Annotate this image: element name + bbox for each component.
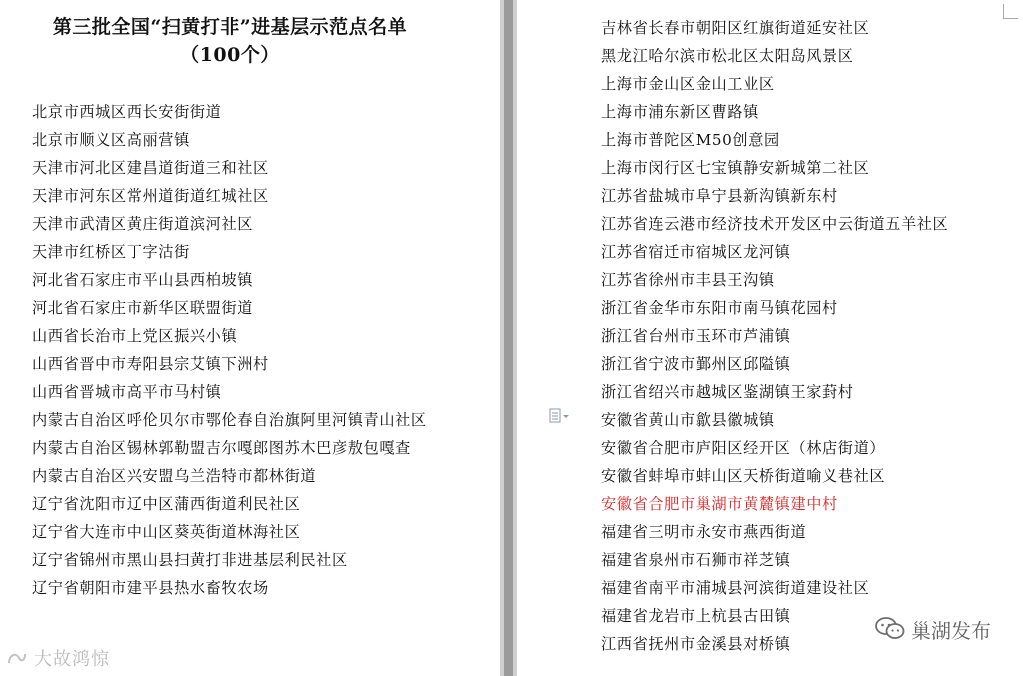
list-item: 浙江省台州市玉环市芦浦镇 xyxy=(601,327,791,345)
list-item: 浙江省宁波市鄞州区邱隘镇 xyxy=(601,355,791,373)
list-item: 内蒙古自治区呼伦贝尔市鄂伦春自治旗阿里河镇青山社区 xyxy=(32,411,427,429)
watermark-logo-icon xyxy=(6,649,28,667)
list-item: 辽宁省锦州市黑山县扫黄打非进基层利民社区 xyxy=(32,551,348,569)
list-item: 天津市红桥区丁字沽街 xyxy=(32,243,190,261)
list-item: 辽宁省大连市中山区葵英街道林海社区 xyxy=(32,523,301,541)
list-item: 江苏省宿迁市宿城区龙河镇 xyxy=(601,243,791,261)
list-item: 山西省长治市上党区振兴小镇 xyxy=(32,327,238,345)
list-item: 上海市浦东新区曹路镇 xyxy=(601,103,759,121)
list-item: 江苏省连云港市经济技术开发区中云街道五羊社区 xyxy=(601,215,949,233)
list-item: 内蒙古自治区锡林郭勒盟吉尔嘎郎图苏木巴彦敖包嘎查 xyxy=(32,439,411,457)
left-list xyxy=(32,98,432,602)
list-item: 北京市顺义区高丽营镇 xyxy=(32,131,190,149)
list-item: 山西省晋城市高平市马村镇 xyxy=(32,383,222,401)
list-item: 内蒙古自治区兴安盟乌兰浩特市都林街道 xyxy=(32,467,317,485)
list-item: 河北省石家庄市平山县西柏坡镇 xyxy=(32,271,254,289)
list-item: 天津市武清区黄庄街道滨河社区 xyxy=(32,215,254,233)
watermark-left xyxy=(6,645,110,671)
list-item: 安徽省合肥市庐阳区经开区（林店街道） xyxy=(601,439,886,457)
title-line-2: （100个） xyxy=(180,44,280,66)
list-item: 浙江省绍兴市越城区鉴湖镇王家葑村 xyxy=(601,383,854,401)
list-item: 吉林省长春市朝阳区红旗街道延安社区 xyxy=(601,19,870,37)
list-item: 福建省南平市浦城县河滨街道建设社区 xyxy=(601,579,870,597)
document-icon[interactable] xyxy=(549,408,571,424)
list-item: 北京市西城区西长安街街道 xyxy=(32,103,222,121)
wechat-icon xyxy=(875,616,905,642)
list-item: 江西省抚州市金溪县对桥镇 xyxy=(601,635,791,653)
document-title xyxy=(20,13,440,69)
document-icon-svg xyxy=(549,408,571,424)
list-item: 上海市普陀区M50创意园 xyxy=(601,131,780,149)
list-item: 江苏省盐城市阜宁县新沟镇新东村 xyxy=(601,187,838,205)
list-item: 天津市河北区建昌道街道三和社区 xyxy=(32,159,269,177)
right-page xyxy=(517,0,1023,676)
watermark-right-text: 巢湖发布 xyxy=(911,618,991,643)
list-item: 山西省晋中市寿阳县宗艾镇下洲村 xyxy=(32,355,269,373)
list-item: 辽宁省朝阳市建平县热水畜牧农场 xyxy=(32,579,269,597)
watermark-left-text: 大故鸿惊 xyxy=(34,649,110,670)
list-item: 福建省泉州市石狮市祥芝镇 xyxy=(601,551,791,569)
list-item: 黑龙江哈尔滨市松北区太阳岛风景区 xyxy=(601,47,854,65)
page-gutter xyxy=(500,0,517,676)
list-item: 安徽省黄山市歙县徽城镇 xyxy=(601,411,775,429)
list-item: 江苏省徐州市丰县王沟镇 xyxy=(601,271,775,289)
list-item: 浙江省金华市东阳市南马镇花园村 xyxy=(601,299,838,317)
list-item: 天津市河东区常州道街道红城社区 xyxy=(32,187,269,205)
list-item: 河北省石家庄市新华区联盟街道 xyxy=(32,299,254,317)
list-item-highlighted: 安徽省合肥市巢湖市黄麓镇建中村 xyxy=(601,495,838,513)
list-item: 福建省三明市永安市燕西街道 xyxy=(601,523,807,541)
left-page xyxy=(0,0,500,676)
right-list xyxy=(601,14,1021,658)
title-line-1: 第三批全国“扫黄打非”进基层示范点名单 xyxy=(52,16,408,38)
list-item: 福建省龙岩市上杭县古田镇 xyxy=(601,607,791,625)
list-item: 辽宁省沈阳市辽中区蒲西街道利民社区 xyxy=(32,495,301,513)
watermark-chaohu xyxy=(875,613,991,645)
list-item: 上海市金山区金山工业区 xyxy=(601,75,775,93)
gutter-bar xyxy=(504,0,513,676)
list-item: 安徽省蚌埠市蚌山区天桥街道喻义巷社区 xyxy=(601,467,886,485)
list-item: 上海市闵行区七宝镇静安新城第二社区 xyxy=(601,159,870,177)
